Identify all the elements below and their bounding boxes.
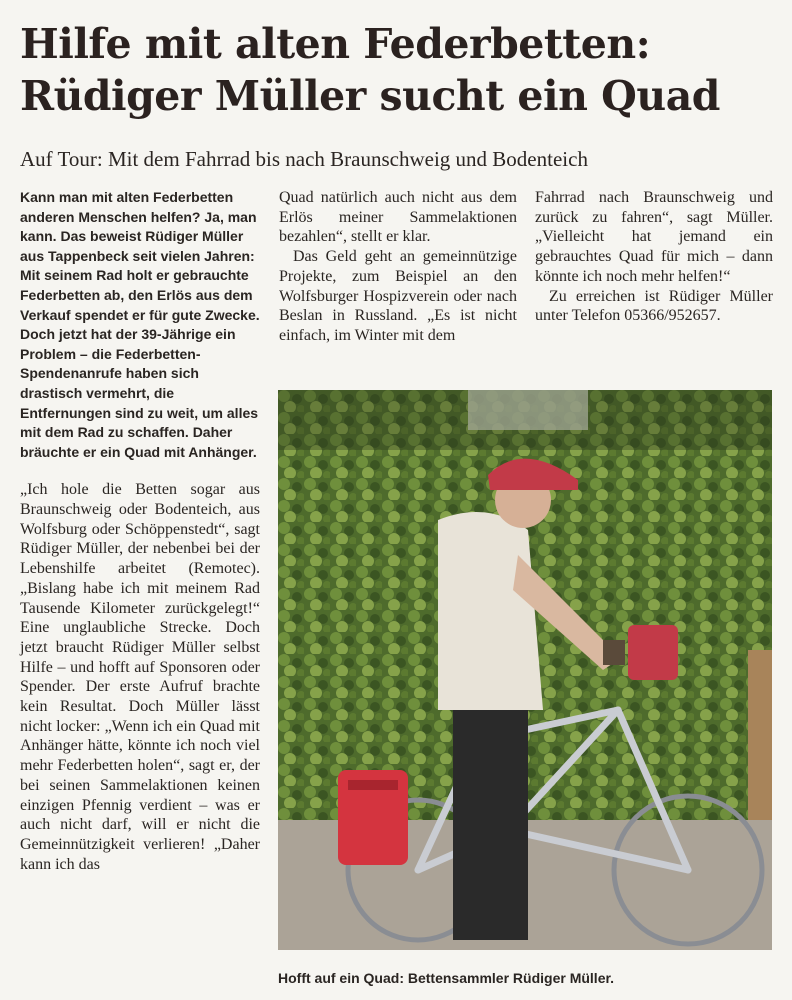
body-paragraph: Fahrrad nach Braunschweig und zurück zu fahren“, sagt Müller. „Vielleicht hat jemand ein gebrauchtes Quad für mich – dann könnte ich noch mehr helfen!“ bbox=[535, 189, 773, 285]
headline bbox=[20, 18, 780, 122]
subline: Auf Tour: Mit dem Fahrrad bis nach Braunschweig und Bodenteich bbox=[20, 147, 588, 171]
photo-illustration bbox=[278, 390, 772, 950]
column-2 bbox=[279, 188, 517, 346]
headline-line-2: Rüdiger Müller sucht ein Quad bbox=[20, 72, 720, 120]
photo-cyclist bbox=[278, 390, 772, 950]
body-paragraph: Das Geld geht an gemeinnützige Projekte, zum Beispiel an den Wolfsburger Hospizverein oder nach Beslan in Russland. „Es ist nicht einfach, im Winter mit dem bbox=[279, 248, 517, 344]
contact-paragraph: Zu erreichen ist Rüdiger Müller unter Telefon 05366/952657. bbox=[535, 287, 773, 325]
headline-line-1: Hilfe mit alten Federbetten: bbox=[20, 20, 651, 68]
intro-paragraph: Kann man mit alten Federbetten anderen Menschen helfen? Ja, man kann. Das beweist Rüdiger Müller aus Tappenbeck seit vielen Jahren: Mit seinem Rad holt er gebrauchte Federbetten ab, den Erlös aus dem Verkauf spendet er für gute Zwecke. Doch jetzt hat der 39-Jährige ein Problem – die Federbetten-Spendenanrufe haben sich drastisch vermehrt, die Entfernungen sind zu weit, um alles mit dem Rad zu schaffen. Daher bräuchte er ein Quad mit Anhänger. bbox=[20, 189, 260, 460]
photo-caption: Hofft auf ein Quad: Bettensammler Rüdiger Müller. bbox=[278, 970, 615, 986]
column-3 bbox=[535, 188, 773, 326]
column-1 bbox=[20, 188, 260, 874]
body-paragraph: Quad natürlich auch nicht aus dem Erlös meiner Sammelaktionen bezahlen“, stellt er klar. bbox=[279, 189, 517, 246]
body-paragraph: „Ich hole die Betten sogar aus Braunschweig oder Bodenteich, aus Wolfsburg oder Schöppenstedt“, sagt Rüdiger Müller, der nebenbei bei der Lebenshilfe arbeitet (Remotec). „Bislang habe ich mit meinem Rad Tausende Kilometer zurückgelegt!“ Eine unglaubliche Strecke. Doch jetzt braucht Rüdiger Müller selbst Hilfe – und hofft auf Sponsoren oder Spender. Der erste Aufruf brachte kein Resultat. Doch Müller lässt nicht locker: „Wenn ich ein Quad mit Anhänger hätte, könnte ich noch viel mehr Federbetten holen“, sagt er, der bei seinen Sammelaktionen keinen einzigen Pfennig verdient – was er auch nicht darf, will er nicht die Gemeinnützigkeit verlieren! „Daher kann ich das bbox=[20, 481, 260, 873]
